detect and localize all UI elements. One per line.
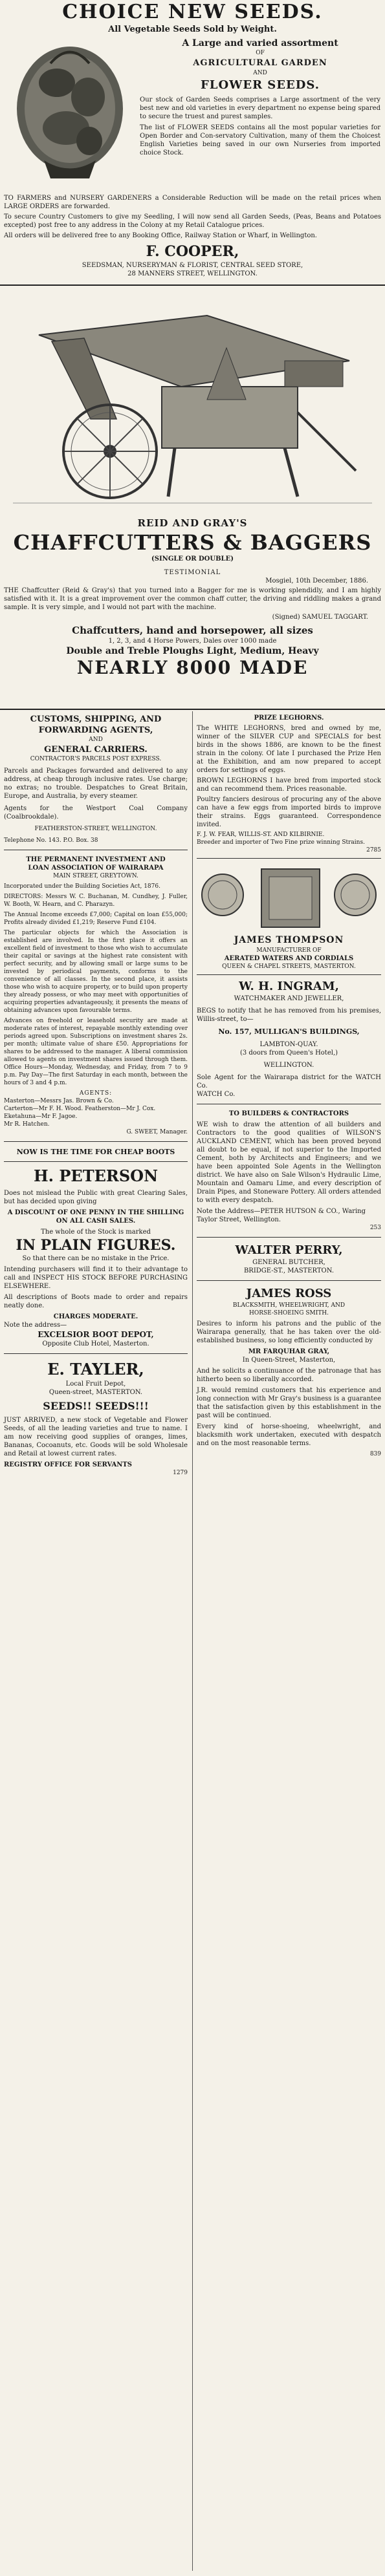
perry-name: WALTER PERRY,: [235, 1243, 343, 1257]
left-column: [4, 714, 188, 1477]
ross-name: JAMES ROSS: [246, 1287, 332, 1300]
divider: [0, 284, 385, 286]
tayler-name: E. TAYLER,: [47, 1360, 144, 1379]
bank-title-3: MAIN STREET, GREYTOWN.: [53, 873, 138, 879]
contractors-ad: [197, 1110, 381, 1232]
shipping-phone: Telephone No. 143. P.O. Box. 38: [4, 837, 98, 844]
peterson-body-2: A DISCOUNT OF ONE PENNY IN THE SHILLING ON ALL CASH SALES.: [7, 1209, 184, 1225]
peterson-shop-2: Opposite Club Hotel, Masterton.: [42, 1340, 149, 1347]
divider: [197, 1280, 381, 1281]
seeds-body: [140, 38, 380, 160]
thompson-line-1: MANUFACTURER OF: [256, 947, 322, 954]
divider: [197, 974, 381, 975]
peterson-body-1: Does not mislead the Public with great Clearing Sales, but has decided upon giving: [4, 1190, 188, 1205]
column-divider: [192, 711, 193, 2571]
shipping-title-5: CONTRACTOR'S PARCELS POST EXPRESS.: [30, 756, 162, 762]
perry-ad: [197, 1243, 381, 1275]
bank-agents-label: AGENTS:: [79, 1090, 113, 1097]
contractors-signer: Note the Address—PETER HUTSON & CO., Waring Taylor Street, Wellington.: [197, 1208, 366, 1223]
thompson-ad: [197, 863, 381, 971]
bank-body-3: The Annual Income exceeds £7,000; Capital on loan £55,000; Profits already divided £1,219; Reserve Fund £104.: [4, 912, 188, 926]
shipping-title-4: GENERAL CARRIERS.: [44, 745, 148, 755]
divider: [4, 1161, 188, 1162]
cooper-name: F. COOPER,: [146, 243, 239, 260]
seeds-body-1: Our stock of Garden Seeds comprises a Large assortment of the very best new and old varieties in every department no expense being spared to secure the truest and purest samples.: [140, 96, 380, 120]
bank-agents-1: Masterton—Messrs Jas. Brown & Co.: [4, 1098, 114, 1104]
chaff-sizes-1: Chaffcutters, hand and horsepower, all sizes: [72, 625, 313, 636]
tayler-ref: 1279: [173, 1470, 188, 1476]
ingram-body-2: No. 157, MULLIGAN'S BUILDINGS,: [218, 1027, 360, 1036]
ingram-body-7: WATCH Co.: [197, 1091, 236, 1098]
chaff-date: Mosgiel, 10th December, 1886.: [265, 577, 368, 585]
poultry-signer: F. J. W. FEAR, WILLIS-ST. AND KILBIRNIE.: [197, 832, 325, 838]
ross-body-6: Every kind of horse-shoeing, wheelwright, and blacksmith work undertaken, executed with despatch and on the most reasonable terms.: [197, 1423, 381, 1447]
ingram-body-5: WELLINGTON.: [263, 1062, 314, 1069]
contractors-title: TO BUILDERS & CONTRACTORS: [228, 1110, 349, 1117]
seeds-lower: [4, 194, 381, 278]
seeds-subhead: All Vegetable Seeds Sold by Weight.: [108, 25, 277, 34]
cheap-boots-headline: NOW IS THE TIME FOR CHEAP BOOTS: [16, 1148, 175, 1156]
thompson-line-3: QUEEN & CHAPEL STREETS, MASTERTON.: [222, 963, 356, 970]
peterson-name: H. PETERSON: [34, 1166, 158, 1185]
seeds-body-3: TO FARMERS and NURSERY GARDENERS a Considerable Reduction will be made on the retail prices when LARGE ORDERS are forwarded.: [4, 195, 381, 210]
peterson-body-7: CHARGES MODERATE.: [53, 1313, 138, 1320]
divider: [197, 858, 381, 859]
peterson-body-4: So that there can be no mistake in the Price.: [22, 1255, 170, 1262]
poultry-body-2: BROWN LEGHORNS I have bred from imported stock and can recommend them. Prices reasonable.: [197, 777, 381, 793]
ross-body-2: MR FARQUHAR GRAY,: [248, 1348, 330, 1355]
peterson-ad: [4, 1166, 188, 1348]
shipping-body-1: Parcels and Packages forwarded and delivered to any address, at cheap through inclusive rates. Use charge; no extras; no trouble. Despatches to Great Britain, Europe, and Australia, by every steamer.: [4, 767, 188, 800]
divider: [4, 1353, 188, 1354]
ross-body-5: J.R. would remind customers that his experience and long connection with Mr Gray's business is a guarantee that the satisfaction given by this establishment in the past will be continued.: [197, 1387, 381, 1419]
poultry-title: PRIZE LEGHORNS.: [254, 714, 324, 722]
medals-engraving: [197, 863, 381, 934]
tayler-seeds: SEEDS!! SEEDS!!!: [43, 1400, 149, 1412]
poultry-footer: Breeder and importer of Two Fine prize winning Strains.: [197, 839, 365, 846]
cooper-line-1: SEEDSMAN, NURSERYMAN & FLORIST, CENTRAL SEED STORE,: [82, 262, 303, 269]
tayler-line-1: Local Fruit Depot,: [65, 1380, 126, 1388]
ross-line-2: HORSE-SHOEING SMITH.: [248, 1310, 329, 1316]
ingram-body-6: Sole Agent for the Wairarapa district for the WATCH Co.: [197, 1074, 381, 1089]
chaff-ad: [4, 516, 381, 679]
tayler-ad: [4, 1359, 188, 1477]
poultry-ref: 2785: [366, 847, 381, 853]
ross-body-4: And he solicits a continuance of the patronage that has hitherto been so liberally accorded.: [197, 1368, 381, 1383]
tayler-body: JUST ARRIVED, a new stock of Vegetable and Flower Seeds, of all the leading varieties and true to name. I am now receiving good supplies of oranges, limes, Bananas, Cocoanuts, etc. Goods will be sold Wholesale and Retail at lowest current rates.: [4, 1417, 188, 1457]
shipping-title-3: AND: [89, 736, 103, 743]
peterson-body-5: Intending purchasers will find it to their advantage to call and INSPECT HIS STOCK BEFORE PURCHASING ELSEWHERE.: [4, 1266, 188, 1290]
ross-body-1: Desires to inform his patrons and the public of the Wairarapa generally, that he has taken over the old-established business, so long efficiently conducted by: [197, 1320, 381, 1344]
ingram-name: W. H. INGRAM,: [239, 980, 339, 993]
bank-body-4: The particular objects for which the Association is established are involved. In the first place it offers an excellent field of investment to those who wish to accumulate their capital or savings at the highest rate consistent with perfect security, and by allowing small or large sums to be invested by periodical payments, conforms to the convenience of all classes. In the second place, it assists those who wish to acquire property, or to build upon property they already possess, or who may meet with opportunities of acquiring properties advantageously, it presents the means of obtaining advances upon favourable terms.: [4, 930, 188, 1014]
bank-body-1: Incorporated under the Building Societies Act, 1876.: [4, 883, 160, 890]
chaff-ploughs: Double and Treble Ploughs Light, Medium, Heavy: [66, 646, 319, 656]
ingram-body-4: (3 doors from Queen's Hotel,): [239, 1049, 338, 1057]
thompson-line-2: AERATED WATERS AND CORDIALS: [224, 955, 354, 962]
ross-ref: 839: [369, 1451, 381, 1457]
peterson-body-6: All descriptions of Boots made to order and repairs neatly done.: [4, 1294, 188, 1309]
tayler-line-2: Queen-street, MASTERTON.: [49, 1389, 143, 1396]
ingram-body-3: LAMBTON-QUAY.: [259, 1041, 318, 1048]
ross-body-3: In Queen-Street, Masterton,: [242, 1357, 336, 1364]
cooper-line-2: 28 MANNERS STREET, WELLINGTON.: [127, 270, 258, 277]
seeds-headline: CHOICE NEW SEEDS.: [62, 1, 323, 23]
seeds-lead-3: AGRICULTURAL GARDEN: [193, 58, 327, 68]
ross-ad: [197, 1286, 381, 1458]
bank-manager: G. SWEET, Manager.: [126, 1129, 188, 1135]
thompson-name: JAMES THOMPSON: [234, 935, 344, 945]
bank-ad: [4, 855, 188, 1136]
divider: [197, 1237, 381, 1238]
bank-agents-3: Mr R. Hatchen.: [4, 1121, 50, 1128]
ross-line-1: BLACKSMITH, WHEELWRIGHT, AND: [232, 1302, 346, 1309]
peterson-body-3: The whole of the Stock is marked: [41, 1229, 151, 1236]
bank-body-2: DIRECTORS: Messrs W. C. Buchanan, M. Cundhey, J. Fuller, W. Booth, W. Hearn, and C. Pharazyn.: [4, 894, 188, 908]
peterson-shop: EXCELSIOR BOOT DEPOT,: [38, 1330, 154, 1339]
chaff-testimonial-label: TESTIMONIAL: [164, 569, 221, 576]
bank-title-2: LOAN ASSOCIATION OF WAIRARAPA: [28, 864, 164, 872]
shipping-address: FEATHERSTON-STREET, WELLINGTON.: [34, 826, 157, 832]
shipping-title-1: CUSTOMS, SHIPPING, AND: [30, 714, 162, 724]
bank-body-5: Advances on freehold or leasehold security are made at moderate rates of interest, repayable monthly extending over periods agreed upon. Subscriptions on investment shares 2s. per month; ultimate value of share £50. Appropriations for shares to be addressed to the manager. A liberal commission allowed to agents on investment shares issued through them. Office Hours—Monday, Wednesday, and Friday, from 7 to 9 p.m. Pay Day—The first Saturday in each month, between the hours of 3 and 4 p.m.: [4, 1018, 188, 1086]
poultry-body-3: Poultry fanciers desirous of procuring any of the above can have a few eggs from imported birds to improve their strains. Eggs guaranteed. Correspondence invited.: [197, 796, 381, 828]
chaff-subhead: (SINGLE OR DOUBLE): [151, 555, 234, 563]
seeds-lead-2: OF: [256, 50, 265, 56]
seeds-lead-1: A Large and varied assortment: [182, 38, 338, 48]
right-column: [197, 714, 381, 1458]
ingram-body-1: BEGS to notify that he has removed from his premises, Willis-street, to—: [197, 1007, 381, 1023]
shipping-ad: [4, 714, 188, 844]
chaff-sizes-2: 1, 2, 3, and 4 Horse Powers, Dales over 1000 made: [108, 638, 277, 645]
chaff-headline: CHAFFCUTTERS & BAGGERS: [13, 530, 372, 555]
chaff-signature: (Signed) SAMUEL TAGGART.: [272, 614, 368, 621]
divider: [0, 709, 385, 710]
contractors-ref: 253: [369, 1225, 381, 1231]
seeds-body-5: All orders will be delivered free to any Booking Office, Railway Station or Wharf, in Wellington.: [4, 232, 317, 239]
poultry-body-1: The WHITE LEGHORNS, bred and owned by me, winner of the SILVER CUP and SPECIALS for best birds in the shows 1886, are known to be the finest strain in the colony. Of late I purchased the Prize Hen at the Exhibition, and am now prepared to accept orders for settings of eggs.: [197, 725, 381, 774]
seeds-lead-5: FLOWER SEEDS.: [201, 78, 320, 92]
seeds-lead-4: AND: [253, 70, 267, 76]
perry-line-2: BRIDGE-ST., MASTERTON.: [243, 1267, 335, 1274]
chaffcutter-engraving: [13, 290, 372, 513]
seeds-body-2: The list of FLOWER SEEDS contains all the most popular varieties for Open Border and Con-servatory Cultivation, many of them the Choicest English Varieties being saved in our own Nurseries from imported choice Stock.: [140, 124, 380, 156]
chaff-testimonial: THE Chaffcutter (Reid & Gray's) that you turned into a Bagger for me is working splendidly, and I am highly satisfied with it. It is a great improvement over the common chaff cutter, the driving and riddling makes a grand sample. It is very simple, and I would not part with the machine.: [4, 587, 381, 611]
peterson-banner: IN PLAIN FIGURES.: [16, 1237, 176, 1254]
chaff-banner: NEARLY 8000 MADE: [76, 657, 309, 678]
ingram-trade: WATCHMAKER AND JEWELLER,: [234, 995, 344, 1002]
seeds-body-4: To secure Country Customers to give my Seedling, I will now send all Garden Seeds, (Peas, Beans and Potatoes excepted) post free to any address in the Colony at my Retail Catalogue prices.: [4, 213, 381, 229]
peterson-body-8: Note the address—: [4, 1322, 67, 1329]
seeds-ad: [4, 1, 381, 36]
ingram-ad: [197, 979, 381, 1099]
perry-line-1: GENERAL BUTCHER,: [252, 1259, 325, 1266]
shipping-body-2: Agents for the Westport Coal Company (Coalbrookdale).: [4, 805, 188, 821]
chaff-maker: REID AND GRAY'S: [137, 517, 248, 529]
bank-agents-2: Carterton—Mr F. H. Wood. Featherston—Mr J. Cox. Eketahuna—Mr F. Jagoe.: [4, 1106, 156, 1120]
bank-title-1: THE PERMANENT INVESTMENT AND: [26, 856, 166, 863]
divider: [4, 1141, 188, 1142]
tayler-footer: REGISTRY OFFICE FOR SERVANTS: [4, 1461, 133, 1468]
vegetable-engraving: [5, 38, 135, 186]
shipping-title-2: FORWARDING AGENTS,: [38, 725, 153, 735]
contractors-body-1: WE wish to draw the attention of all builders and Contractors to the good qualities of WILSON'S AUCKLAND CEMENT, which has been proved beyond all doubt to be equal, if not superior to the Imported Cement, both by Architects and Engineers; and we have been appointed Sole Agents in the Wellington district. We have also on Sale Wilson's Hydraulic Lime, Mountain and Oamaru Lime, and every description of Drain Pipes, and Stoneware Pottery. All orders attended to with every despatch.: [197, 1121, 381, 1204]
poultry-ad: [197, 714, 381, 854]
